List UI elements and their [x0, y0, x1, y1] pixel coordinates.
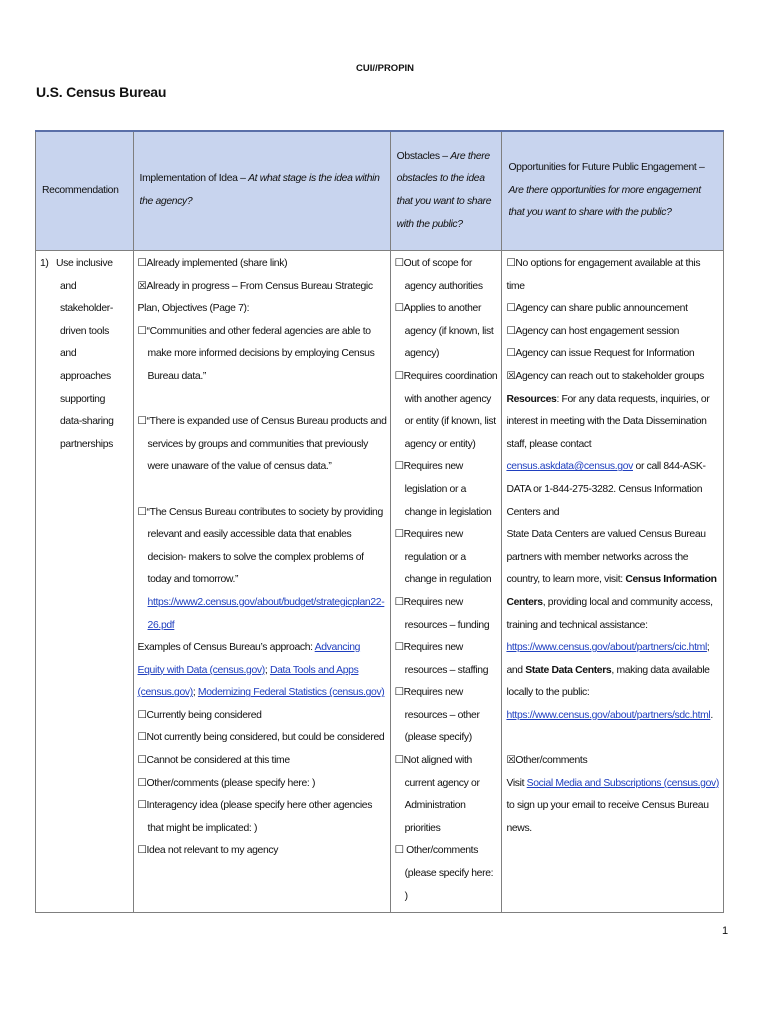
checkbox-not-relevant[interactable]: ☐Idea not relevant to my agency — [137, 845, 279, 857]
data-tools-link[interactable]: Data Tools and Apps (census.gov) — [137, 664, 359, 699]
header-obstacles: Obstacles – Are there obstacles to the idea that you want to share with the public? — [390, 131, 502, 251]
opportunity-no-options[interactable]: ☐No options for engagement available at this time — [506, 258, 701, 292]
obstacle-funding[interactable]: ☐Requires new resources – funding — [394, 596, 490, 631]
opportunity-announcement[interactable]: ☐Agency can share public announcement — [506, 303, 688, 315]
checkbox-currently-considered[interactable]: ☐Currently being considered — [137, 709, 262, 721]
implementation-cell — [133, 251, 390, 913]
cic-link[interactable]: https://www.census.gov/about/partners/cic.html — [506, 642, 707, 654]
opportunities-cell — [502, 251, 724, 913]
obstacles-cell — [390, 251, 502, 913]
recommendation-table — [35, 130, 724, 913]
sdc-link[interactable]: https://www.census.gov/about/partners/sdc.html — [506, 709, 711, 721]
recommendation-number: 1) — [40, 258, 49, 269]
checkbox-not-considered[interactable]: ☐Not currently being considered, but could be considered — [137, 732, 385, 744]
obstacle-regulation[interactable]: ☐Requires new regulation or a change in regulation — [394, 529, 492, 586]
checkbox-cannot-consider[interactable]: ☐Cannot be considered at this time — [137, 755, 290, 767]
social-paragraph: Visit Social Media and Subscriptions (census.gov) to sign up your email to receive Census Bureau news. — [506, 777, 719, 834]
page-number: 1 — [722, 925, 729, 937]
obstacle-staffing[interactable]: ☐Requires new resources – staffing — [394, 642, 489, 676]
opportunity-session[interactable]: ☐Agency can host engagement session — [506, 325, 680, 337]
cui-marking: CUI//PROPIN — [355, 63, 415, 74]
recommendation-text: Use inclusive and stakeholder- driven tools and approaches supporting data-sharing partnerships — [56, 258, 114, 450]
checkbox-other-comments[interactable]: ☐Other/comments (please specify here: ) — [137, 777, 316, 789]
table-header-row — [36, 131, 724, 251]
obstacle-other-comments[interactable]: ☐ Other/comments (please specify here: ) — [394, 845, 494, 902]
checkbox-interagency[interactable]: ☐Interagency idea (please specify here other agencies that might be implicated: ) — [137, 800, 373, 834]
resources-paragraph: Resources: For any data requests, inquiries, or interest in meeting with the Data Dissemination staff, please contact census.askdata@census.gov or call 844-ASK-DATA or 1-844-275-3282. Census Information Centers and — [506, 393, 710, 518]
header-recommendation: Recommendation — [36, 131, 134, 251]
email-link[interactable]: census.askdata@census.gov — [506, 461, 633, 473]
checkbox-already-implemented[interactable]: ☐Already implemented (share link) — [137, 258, 288, 269]
header-implementation: Implementation of Idea – At what stage is the idea within the agency? — [133, 131, 390, 251]
table-row — [36, 251, 724, 913]
quote-expanded-use: ☐“There is expanded use of Census Bureau products and services by groups and communities that previously were unaware of the value of census data.” — [137, 416, 387, 473]
obstacle-not-aligned[interactable]: ☐Not aligned with current agency or Administration priorities — [394, 755, 480, 834]
quote-contributes: ☐“The Census Bureau contributes to society by providing relevant and easily accessible data that enables decision- makers to solve the complex problems of today and tomorrow.” — [137, 506, 383, 586]
modernizing-link[interactable]: Modernizing Federal Statistics (census.gov) — [197, 687, 385, 699]
quote-communities: ☐“Communities and other federal agencies are able to make more informed decisions by employing Census Bureau data.” — [137, 325, 375, 382]
obstacle-out-of-scope[interactable]: ☐Out of scope for agency authorities — [394, 258, 483, 292]
obstacle-another-agency[interactable]: ☐Applies to another agency (if known, list agency) — [394, 303, 494, 360]
strategic-plan-link[interactable]: https://www2.census.gov/about/budget/strategicplan22- 26.pdf — [147, 596, 385, 631]
obstacle-coordination[interactable]: ☐Requires coordination with another agency or entity (if known, list agency or entity) — [394, 370, 498, 450]
checkbox-in-progress[interactable]: ☒Already in progress – From Census Bureau Strategic Plan, Objectives (Page 7): — [137, 280, 373, 315]
recommendation-cell — [36, 251, 134, 913]
agency-title: U.S. Census Bureau — [36, 84, 167, 100]
examples-paragraph: Examples of Census Bureau’s approach: Advancing Equity with Data (census.gov); Data Tools and Apps (census.gov); Modernizing Federal Statistics (census.gov) — [137, 642, 385, 699]
header-opportunities: Opportunities for Future Public Engagement – Are there opportunities for more engagement that you want to share with the public? — [502, 131, 724, 251]
social-media-link[interactable]: Social Media and Subscriptions (census.gov) — [526, 777, 719, 789]
opportunity-reach-out[interactable]: ☒Agency can reach out to stakeholder groups — [506, 370, 705, 382]
obstacle-other-resources[interactable]: ☐Requires new resources – other (please specify) — [394, 687, 480, 744]
opportunity-rfi[interactable]: ☐Agency can issue Request for Information — [506, 348, 695, 360]
opportunity-other[interactable]: ☒Other/comments — [506, 755, 588, 767]
equity-link[interactable]: Advancing Equity with Data (census.gov) — [137, 642, 361, 676]
partners-paragraph: State Data Centers are valued Census Bureau partners with member networks across the country, to learn more, visit: Census Information Centers, providing local and community access, training and technical assistance: https://www.census.gov/about/partners/cic.html; and State Data Centers, making data available locally to the public: https://www.census.gov/about/partners/sdc.html. — [506, 529, 717, 721]
obstacle-legislation[interactable]: ☐Requires new legislation or a change in legislation — [394, 461, 492, 518]
